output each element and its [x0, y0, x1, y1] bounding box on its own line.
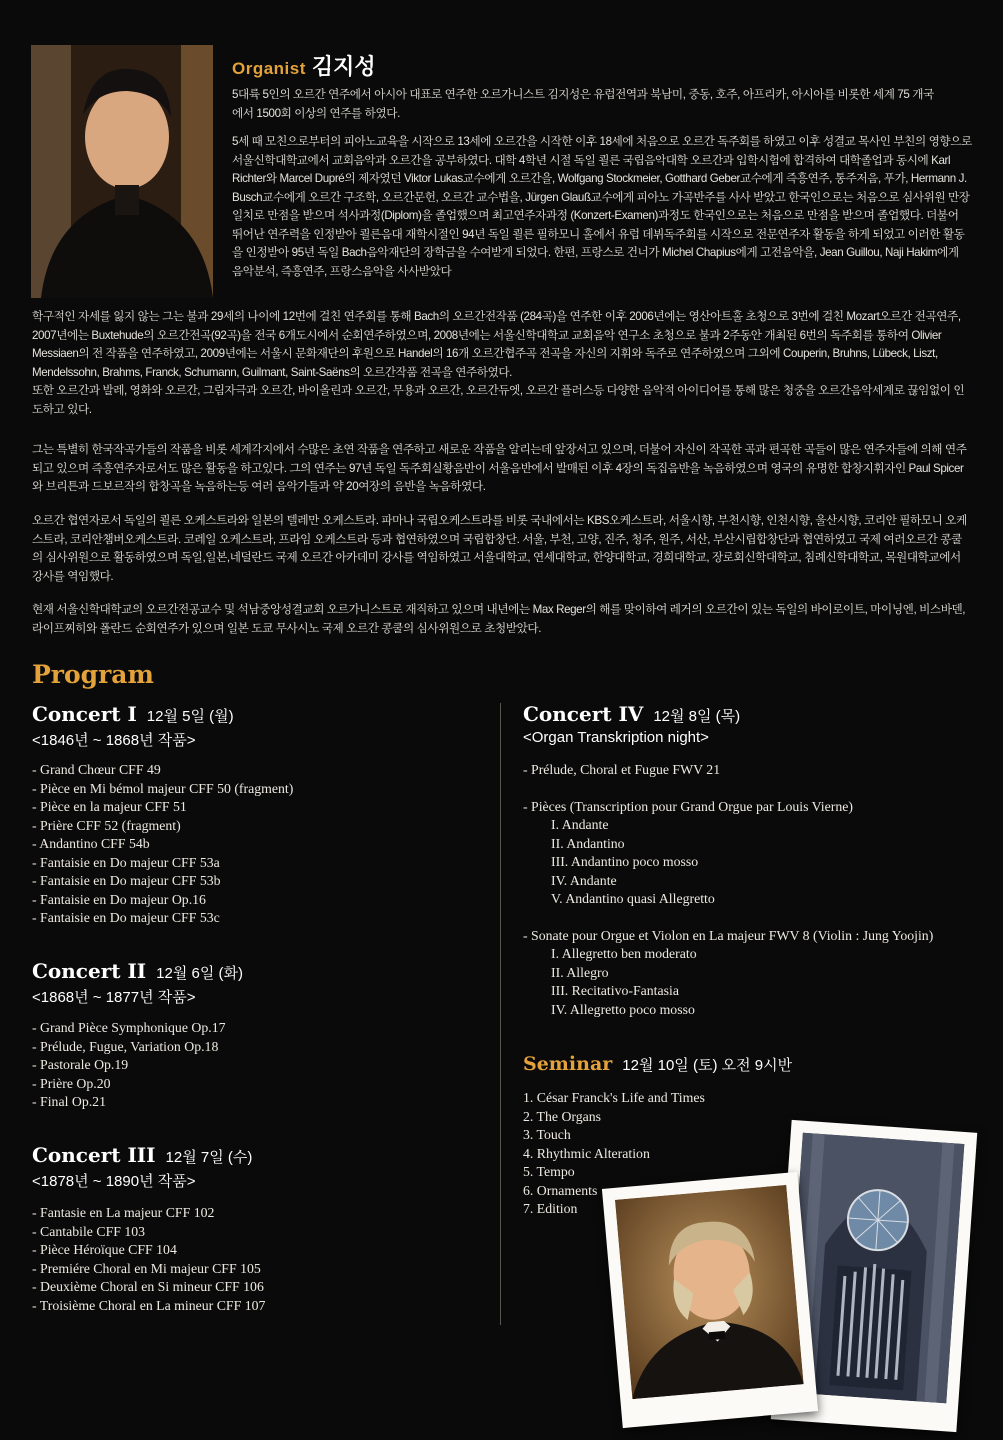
- list-item: 7. Edition: [523, 1201, 578, 1216]
- organist-photo: [31, 45, 213, 298]
- bio-paragraph-5: 오르간 협연자로서 독일의 쾰른 오케스트라와 일본의 텔레만 오케스트라. 파마나 국립오케스트라를 비롯 국내에서는 KBS오케스트라, 서울시향, 부천시향, 인천시향, 울산시향, 코리안 필하모니 오케스트라, 코리안챔버오케스트라. 코레일 오케스트라, 프라임 오케스트라 등과 협연하였으며 국립합창단. 서울, 부천, 고양, 진주, 청주, 원주, 서산, 부산시립합창단과 협연하였고 국제 여러오르간 콩쿨의 심사위원으로 활동하였으며 독일,일본,네덜란드 국제 오르간 아카데미 강사를 역임하였고 서울대학교, 연세대학교, 한양대학교, 경희대학교, 장로회신학대학교, 침례신학대학교, 목원대학교에서 강사를 역임했다.: [32, 514, 967, 583]
- list-item: - Final Op.21: [32, 1094, 106, 1109]
- list-item: - Pièce en Mi bémol majeur CFF 50 (fragment): [32, 780, 294, 796]
- list-item: 1. César Franck's Life and Times: [523, 1090, 705, 1105]
- concert-4-heading: [523, 702, 740, 726]
- concert-3-heading: [32, 1143, 252, 1167]
- list-item: II. Andantino: [551, 835, 625, 851]
- list-item: II. Allegro: [551, 964, 609, 980]
- list-item: - Prière CFF 52 (fragment): [32, 817, 181, 833]
- list-item: III. Andantino poco mosso: [551, 854, 699, 869]
- list-item: III. Recitativo-Fantasia: [551, 983, 679, 998]
- bio-paragraph-3: 학구적인 자세를 잃지 않는 그는 불과 29세의 나이에 12번에 걸친 연주회를 통해 Bach의 오르간전작품 (284곡)을 연주한 이후 2006년에는 영산아트홀 초청으로 3번에 걸친 Mozart오르간 전곡연주, 2007년에는 Buxtehude의 오르간전곡(92곡)을 전국 6개도시에서 순회연주하였으며, 2008년에는 서울신학대학교 교회음악 연구소 초청으로 불과 2주동안 개최된 6번의 독주회를 통하여 Olivier Messiaen의 전 작품을 연주하였고, 2009년에는 서울시 문화재단의 후원으로 Handel의 16개 오르간협주곡 전곡을 자신의 지휘와 독주로 연주하였으며 그외에 Couperin, Bruhns, Lübeck, Liszt, Mendelssohn, Brahms, Franck, Schumann, Guilmant, Saint-Saëns의 오르간작품 전곡을 연주하였다. 또한 오르간과 발레, 영화와 오르간, 그림자극과 오르간, 바이올린과 오르간, 무용과 오르간, 오르간듀엣, 오르간 플러스등 다양한 음악적 아이디어를 통해 많은 청중을 오르간음악세계로 끊임없이 인도하고 있다.: [32, 310, 965, 416]
- list-item: 4. Rhythmic Alteration: [523, 1145, 650, 1161]
- list-item: - Deuxième Choral en Si mineur CFF 106: [32, 1279, 264, 1294]
- list-item: - Pièces (Transcription pour Grand Orgue par Louis Vierne): [523, 798, 853, 814]
- list-item: - Cantabile CFF 103: [32, 1223, 146, 1239]
- bio-paragraph-2: 5세 때 모친으로부터의 피아노교육을 시작으로 13세에 오르간을 시작한 이후 18세에 처음으로 오르간 독주회를 하였고 이후 성결교 목사인 부친의 영향으로 서울신학대학교에서 교회음악과 오르간을 공부하였다. 대학 4학년 시절 독일 쾰른 국립음악대학 오르간과 입학시험에 합격하여 대학졸업과 동시에 Karl Richter와 Marcel Dupré의 제자였던 Viktor Lukas교수에게 오르간을, Wolfgang Stockmeier, Gotthard Geber교수에게 즉흥연주, 통주저음, 푸가, Hermann J. Busch교수에게 오르간 구조학, 오르간문헌, 오르간 교수법을, Jürgen Glauß교수에게 피아노 가곡반주를 사사 받았고 한국인으로는 처음으로 심사위원 만장일치로 만점을 받으며 석사과정(Diplom)을 졸업했으며 최고연주자과정 (Konzert-Examen)과정도 한국인으로는 처음으로 만점을 받으며 졸업했다. 더불어 뛰어난 연주력을 인정받아 쾰른음대 재학시절인 94년 독일 쾰른 필하모니 홀에서 유럽 데뷔독주회를 시작으로 전문연주자 활동을 하게 되었고 이러한 활동을 인정받아 95년 독일 Bach음악재단의 장학금을 수여받게 되었다. 한편, 프랑스로 건너가 Michel Chapius에게 고전음악을, Jean Guillou, Naji Hakim에게 음악분석, 즉흥연주, 프랑스음악을 사사받았다: [232, 135, 972, 278]
- list-item: - Prière Op.20: [32, 1075, 111, 1091]
- bio-paragraph-6: 현재 서울신학대학교의 오르간전공교수 및 석남중앙성결교회 오르가니스트로 재직하고 있으며 내년에는 Max Reger의 해를 맞이하여 레거의 오르간이 있는 독일의 바이로이트, 마이닝엔, 비스바덴, 라이프찌히와 폴란드 순회연주가 있으며 일본 도쿄 무사시노 국제 오르간 콩쿨의 심사위원으로 초청받았다.: [32, 603, 966, 635]
- concert-4-subtitle: <Organ Transkription night>: [523, 729, 709, 746]
- list-item: 5. Tempo: [523, 1164, 575, 1179]
- list-item: - Troisième Choral en La mineur CFF 107: [32, 1297, 266, 1313]
- list-item: - Grand Pièce Symphonique Op.17: [32, 1020, 226, 1035]
- concert-1-heading: [32, 702, 234, 726]
- concert-1-date: 12월 5일 (월): [146, 708, 234, 725]
- list-item: V. Andantino quasi Allegretto: [551, 891, 715, 906]
- list-item: - Prélude, Fugue, Variation Op.18: [32, 1038, 219, 1054]
- seminar-date: 12월 10일 (토) 오전 9시반: [622, 1057, 793, 1074]
- concert-2-list: [32, 1019, 226, 1112]
- seminar-label: Seminar: [523, 1053, 613, 1075]
- program-title: Program: [32, 660, 154, 689]
- concert-1-subtitle: <1846년 ~ 1868년 작품>: [32, 732, 196, 749]
- concert-1-list: [32, 761, 293, 928]
- list-item: - Premiére Choral en Mi majeur CFF 105: [32, 1260, 261, 1276]
- concert-2-subtitle: <1868년 ~ 1877년 작품>: [32, 989, 196, 1006]
- concert-3-date: 12월 7일 (수): [165, 1149, 253, 1166]
- column-divider: [500, 703, 501, 1325]
- concert-2-label: Concert II: [32, 959, 147, 983]
- list-item: - Andantino CFF 54b: [32, 836, 150, 851]
- list-item: - Fantaisie en Do majeur Op.16: [32, 891, 206, 907]
- concert-1-label: Concert I: [32, 702, 137, 726]
- concert-3-label: Concert III: [32, 1143, 156, 1167]
- list-item: - Fantaisie en Do majeur CFF 53b: [32, 873, 221, 888]
- concert-2-date: 12월 6일 (화): [156, 965, 243, 982]
- list-item: 2. The Organs: [523, 1108, 602, 1124]
- list-item: - Grand Chœur CFF 49: [32, 762, 161, 777]
- list-item: - Fantasie en La majeur CFF 102: [32, 1205, 215, 1220]
- concert-2-heading: [32, 959, 243, 983]
- concert-3-subtitle: <1878년 ~ 1890년 작품>: [32, 1173, 196, 1190]
- concert-4-date: 12월 8일 (목): [653, 708, 741, 725]
- organist-name: 김지성: [311, 54, 376, 79]
- list-item: I. Allegretto ben moderato: [551, 946, 697, 961]
- organist-portrait: [31, 45, 213, 298]
- organist-header: [232, 50, 376, 81]
- list-item: - Fantaisie en Do majeur CFF 53a: [32, 854, 220, 870]
- franck-polaroid: [602, 1172, 818, 1428]
- concert-4-list: [523, 761, 933, 1019]
- seminar-heading: [523, 1053, 792, 1075]
- list-item: - Sonate pour Orgue et Violon en La majeur FWV 8 (Violin : Jung Yoojin): [523, 927, 934, 943]
- list-item: - Prélude, Choral et Fugue FWV 21: [523, 762, 721, 777]
- organist-role: Organist: [232, 59, 306, 78]
- list-item: IV. Andante: [551, 872, 617, 888]
- list-item: 6. Ornaments: [523, 1182, 598, 1198]
- bio-paragraph-1: 5대륙 5인의 오르간 연주에서 아시아 대표로 연주한 오르가니스트 김지성은 유럽전역과 북남미, 중동, 호주, 아프리카, 아시아를 비롯한 세계 75 개국에서 1500회 이상의 연주를 하였다.: [232, 88, 934, 120]
- list-item: I. Andante: [551, 817, 609, 832]
- list-item: - Pièce Héroïque CFF 104: [32, 1242, 177, 1257]
- list-item: - Pastorale Op.19: [32, 1057, 129, 1072]
- list-item: 3. Touch: [523, 1127, 571, 1142]
- cesar-franck-portrait: [615, 1185, 804, 1399]
- list-item: - Fantaisie en Do majeur CFF 53c: [32, 910, 220, 925]
- concert-3-list: [32, 1204, 265, 1315]
- concert-4-label: Concert IV: [523, 702, 644, 726]
- bio-paragraph-4: 그는 특별히 한국작곡가들의 작품을 비롯 세계각지에서 수많은 초연 작품을 연주하고 새로운 작품을 알리는데 앞장서고 있으며, 더불어 자신이 작곡한 곡과 편곡한 곡들이 많은 연주자들에 의해 연주되고 있으며 즉흥연주자로서도 많은 활동을 하고있다. 그의 연주는 97년 독일 독주회실황음반이 서울음반에서 발매된 이후 4장의 독집음반을 녹음하였으며 영국의 유명한 합창지휘자인 Paul Spicer와 브리튼과 드보르작의 합창곡을 녹음하는등 여러 음악가들과 약 20여장의 음반을 녹음하였다.: [32, 443, 967, 493]
- list-item: IV. Allegretto poco mosso: [551, 1001, 695, 1017]
- list-item: - Pièce en la majeur CFF 51: [32, 799, 187, 814]
